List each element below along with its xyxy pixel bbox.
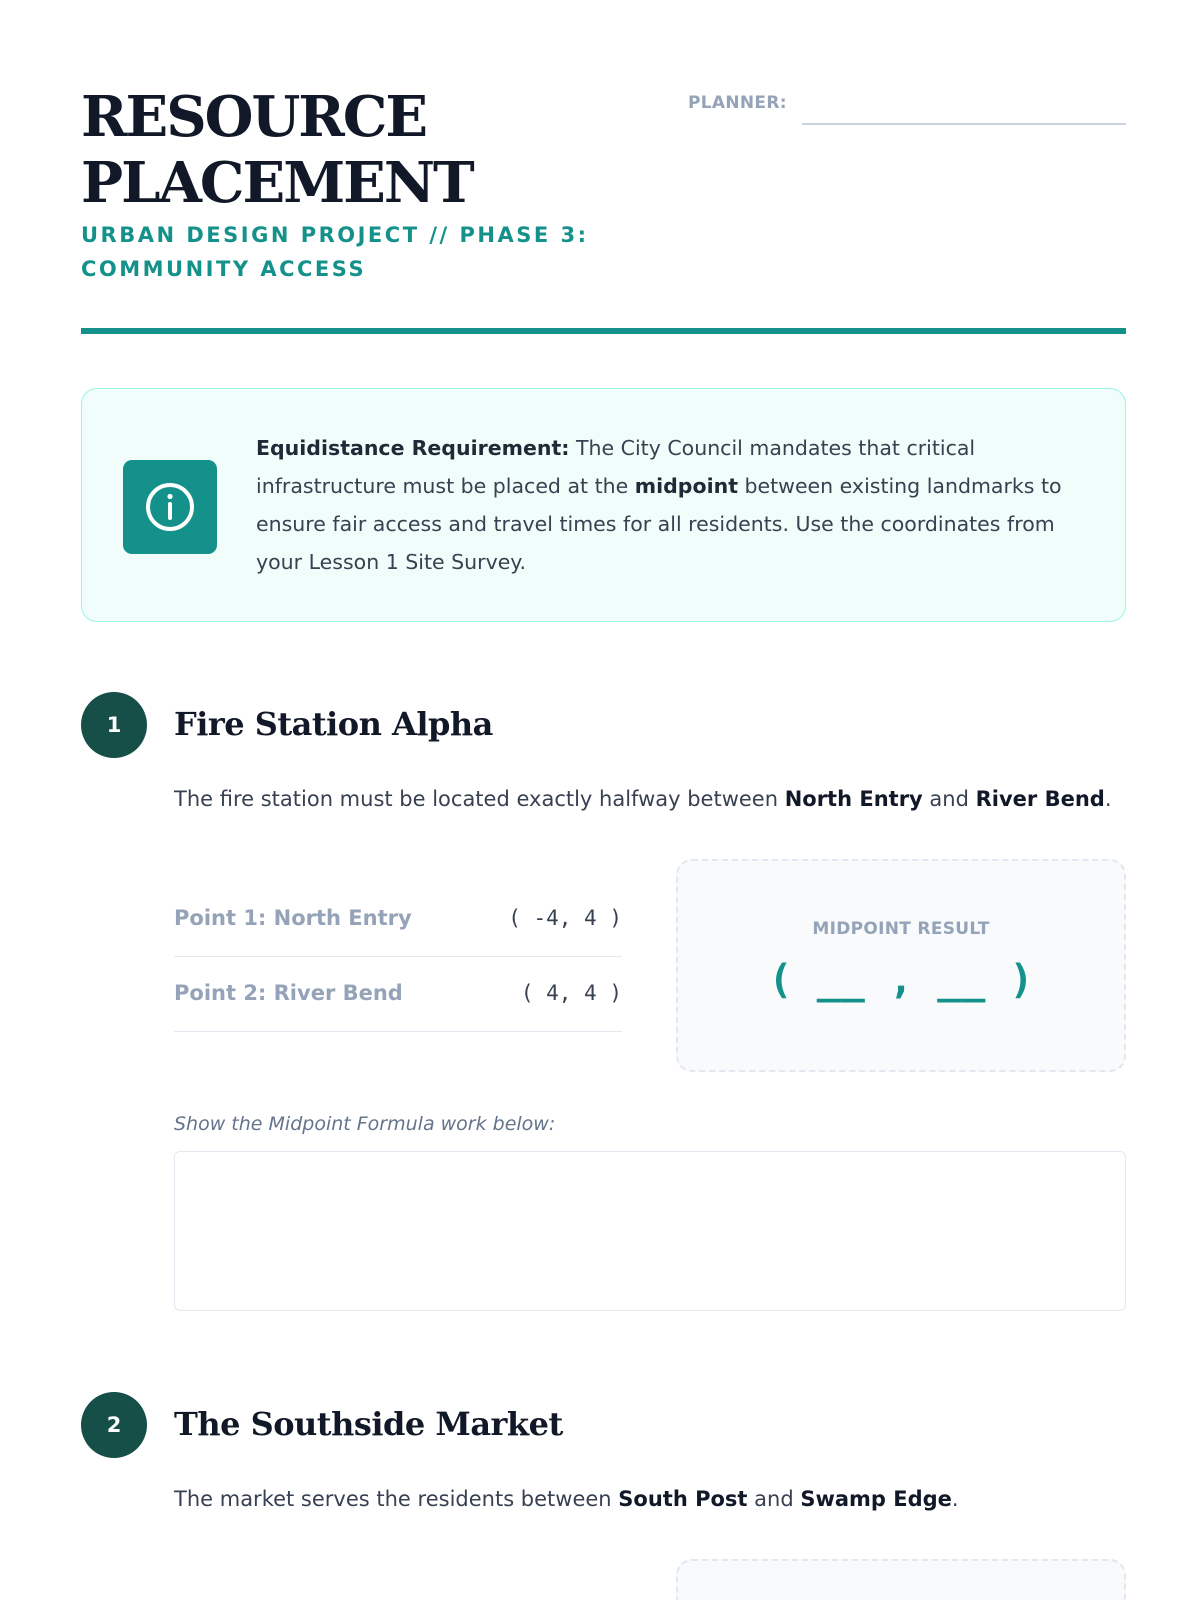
info-emphasis: midpoint	[634, 474, 738, 498]
point-row	[174, 957, 622, 1032]
section-fire-station	[81, 692, 1126, 1322]
subtitle-line-2: COMMUNITY ACCESS	[81, 257, 367, 281]
title-line-1: RESOURCE	[81, 84, 427, 150]
section-southside-market	[81, 1392, 1126, 1600]
work-label: Show the Midpoint Formula work below:	[174, 1113, 556, 1135]
point-coordinate: ( -4, 4 )	[508, 906, 622, 930]
point-label: Point 1: North Entry	[174, 906, 412, 930]
description-suffix: .	[951, 1487, 959, 1511]
landmark-a: South Post	[618, 1487, 748, 1511]
landmark-b: Swamp Edge	[800, 1487, 952, 1511]
info-text	[256, 429, 1096, 581]
section-number-badge: 2	[81, 1392, 147, 1458]
page-subtitle	[81, 218, 641, 286]
planner-input-line[interactable]	[802, 123, 1126, 125]
header-divider	[81, 328, 1126, 334]
work-area[interactable]	[174, 1151, 1126, 1311]
info-icon	[123, 460, 217, 554]
page-title	[81, 84, 641, 216]
point-row	[174, 882, 622, 957]
title-line-2: PLACEMENT	[81, 150, 473, 216]
section-title: Fire Station Alpha	[174, 705, 493, 743]
description-mid: and	[922, 787, 976, 811]
midpoint-result-label: MIDPOINT RESULT	[812, 919, 990, 939]
section-description	[174, 1484, 959, 1514]
midpoint-result-box[interactable]	[676, 1559, 1126, 1600]
section-title: The Southside Market	[174, 1405, 563, 1443]
description-mid: and	[747, 1487, 801, 1511]
description-suffix: .	[1104, 787, 1112, 811]
worksheet-page	[81, 0, 1126, 1600]
description-prefix: The market serves the residents between	[174, 1487, 619, 1511]
midpoint-result-blanks[interactable]: ( __ , __ )	[768, 957, 1034, 1003]
info-lead: Equidistance Requirement:	[256, 436, 570, 460]
section-description	[174, 784, 1112, 814]
point-coordinate: ( 4, 4 )	[520, 981, 622, 1005]
planner-field[interactable]	[688, 89, 1126, 125]
info-text-part-2: between existing landmarks to ensure fair access and travel times for all residents. Use the coordinates from your Lesson 1 Site Survey.	[256, 474, 1062, 574]
page-header	[81, 84, 1126, 334]
section-number-badge: 1	[81, 692, 147, 758]
info-callout	[81, 388, 1126, 622]
info-text-part-1: The City Council mandates that critical infrastructure must be placed at the	[256, 436, 976, 498]
planner-label: PLANNER:	[688, 93, 787, 113]
landmark-b: River Bend	[975, 787, 1105, 811]
landmark-a: North Entry	[784, 787, 923, 811]
points-list	[174, 882, 622, 1032]
description-prefix: The fire station must be located exactly halfway between	[174, 787, 785, 811]
point-label: Point 2: River Bend	[174, 981, 403, 1005]
subtitle-line-1: URBAN DESIGN PROJECT // PHASE 3:	[81, 223, 589, 247]
midpoint-result-box[interactable]	[676, 859, 1126, 1072]
